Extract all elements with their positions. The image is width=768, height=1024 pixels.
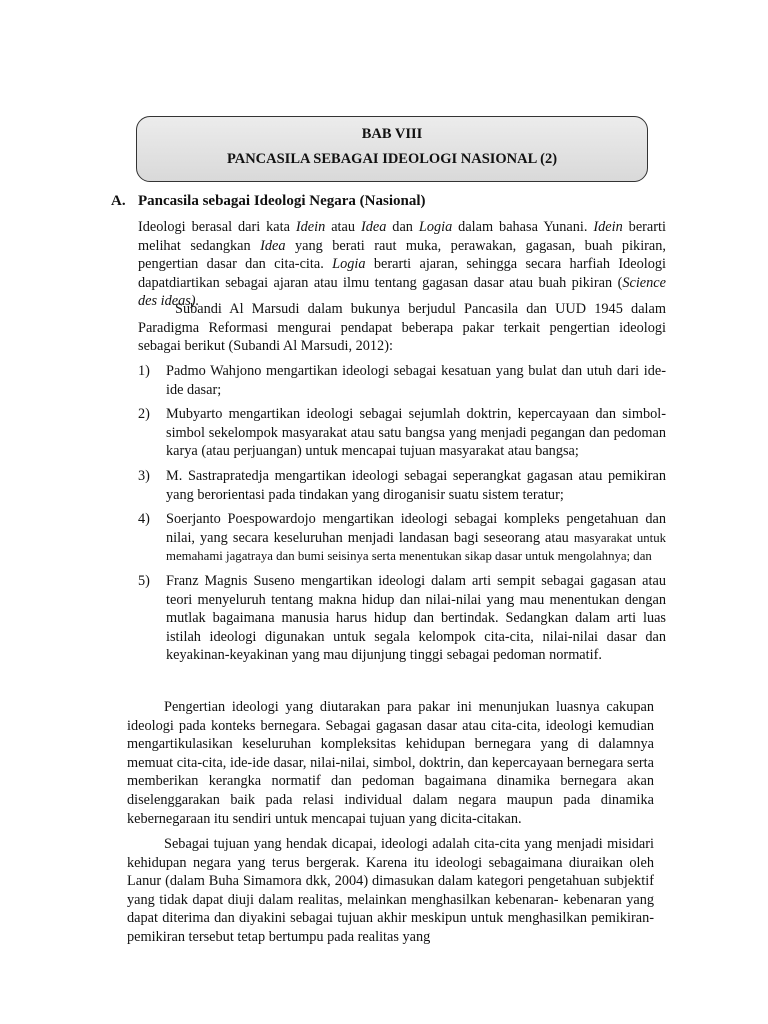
list-item: [138, 510, 666, 566]
text-run: dan: [386, 219, 419, 235]
list-item-text: M. Sastrapratedja mengartikan ideologi sebagai seperangkat gagasan atau pemikiran yang berorientasi pada tindakan yang diroganisir suatu sistem teratur;: [166, 467, 666, 503]
list-number: 1): [138, 363, 150, 379]
list-number: 3): [138, 467, 150, 484]
section-heading: [111, 193, 426, 210]
text-run: atau: [325, 219, 361, 235]
list-item: [138, 362, 666, 399]
list-number: 5): [138, 572, 150, 589]
marsudi-paragraph: Subandi Al Marsudi dalam bukunya berjudul Pancasila dan UUD 1945 dalam Paradigma Reformasi mengurai pendapat beberapa pakar terkait pengertian ideologi sebagai berikut (Subandi Al Marsudi, 2012):: [138, 301, 666, 355]
term-idein: Idein: [593, 219, 623, 235]
goal-paragraph: Sebagai tujuan yang hendak dicapai, ideologi adalah cita-cita yang menjadi misidari kehidupan negara yang terus bergerak. Karena itu ideologi sebagaimana diuraikan oleh Lanur (dalam Buha Simamora dkk, 2004) dimasukan dalam kategori pengetahuan subjektif yang tidak dapat diuji dalam realitas, melainkan menghasilkan kebenaran- kebenaran yang dapat diterima dan diyakini sebagai tujuan akhir meskipun untuk menghasilkan pemikiran-pemikiran tersebut tetap bertumpu pada realitas yang: [127, 836, 654, 945]
term-science-des-ideas: Science des ideas).: [138, 274, 666, 310]
term-idein: Idein: [295, 219, 326, 235]
text-run: dalam bahasa Yunani.: [452, 219, 594, 235]
term-logia: Logia: [418, 219, 453, 235]
text-run: berarti ajaran, sehingga secara harfiah Ideologi dapatdiartikan sebagai ajaran atau ilmu tentang gagasan dasar atau buah pikiran (: [138, 256, 667, 291]
term-idea: Idea: [260, 237, 286, 254]
intro-paragraph: [138, 218, 666, 311]
list-number: 2): [138, 406, 150, 423]
list-item-text: Padmo Wahjono mengartikan ideologi sebagai kesatuan yang bulat dan utuh dari ide-ide dasar;: [166, 363, 666, 398]
expert-opinions-list: [138, 362, 666, 671]
chapter-title-box: [136, 116, 648, 182]
term-logia: Logia: [332, 256, 366, 273]
text-run: berarti melihat sedangkan: [138, 219, 666, 254]
section-letter: A.: [111, 193, 126, 209]
list-number: 4): [138, 511, 150, 528]
list-item: [138, 467, 666, 504]
list-item-text: Soerjanto Poespowardojo mengartikan ideologi sebagai kompleks pengetahuan dan nilai, yang secara keseluruhan menjadi landasan bagi seseorang atau: [166, 511, 666, 546]
list-item-text: Franz Magnis Suseno mengartikan ideologi dalam arti sempit sebagai gagasan atau teori menyeluruh tentang makna hidup dan nilai-nilai yang mau menentukan dengan mutlak bagaimana manusia harus hidup dan bertindak. Sedangkan dalam arti luas istilah ideologi digunakan untuk segala kelompok cita-cita, nilai-nilai dasar dan keyakinan-keyakinan yang mau dijunjung tinggi sebagai pedoman normatif.: [166, 572, 666, 664]
text-run: Ideologi berasal dari kata: [138, 219, 296, 235]
list-item-text: Mubyarto mengartikan ideologi sebagai sejumlah doktrin, kepercayaan dan simbol- simbol sekelompok masyarakat atau satu bangsa yang menjadi pegangan dan pedoman karya (atau perjuangan) untuk mencapai tujuan masyarakat atau bangsa;: [166, 406, 666, 460]
section-title: Pancasila sebagai Ideologi Negara (Nasional): [138, 193, 426, 209]
list-item-text-small: masyarakat untuk memahami jagatraya dan bumi seisinya serta menentukan sikap dasar untuk mengolahnya; dan: [166, 530, 666, 564]
term-idea: Idea: [360, 219, 387, 235]
scope-paragraph: Pengertian ideologi yang diutarakan para pakar ini menunjukan luasnya cakupan ideologi pada konteks bernegara. Sebagai gagasan dasar atau cita-cita, ideologi kemudian mengartikulasikan keseluruhan kompleksitas kehidupan bernegara yang di dalamnya memuat cita-cita, ide-ide dasar, nilai-nilai, simbol, doktrin, dan kepercayaan bernegara serta memberikan kerangka normatif dan pedoman bagaimana dinamika bernegara akan diselenggarakan baik pada relasi individual dalam negara maupun pada dinamika kebernegaraan itu sendiri untuk mencapai tujuan yang dicita-citakan.: [127, 699, 654, 827]
list-item: [138, 405, 666, 461]
text-run: yang berati raut muka, perawakan, gagasan, buah pikiran, pengertian dasar dan cita-cita.: [138, 237, 666, 273]
chapter-number: BAB VIII: [361, 126, 423, 142]
chapter-title: PANCASILA SEBAGAI IDEOLOGI NASIONAL (2): [226, 151, 558, 167]
list-item: [138, 572, 666, 665]
